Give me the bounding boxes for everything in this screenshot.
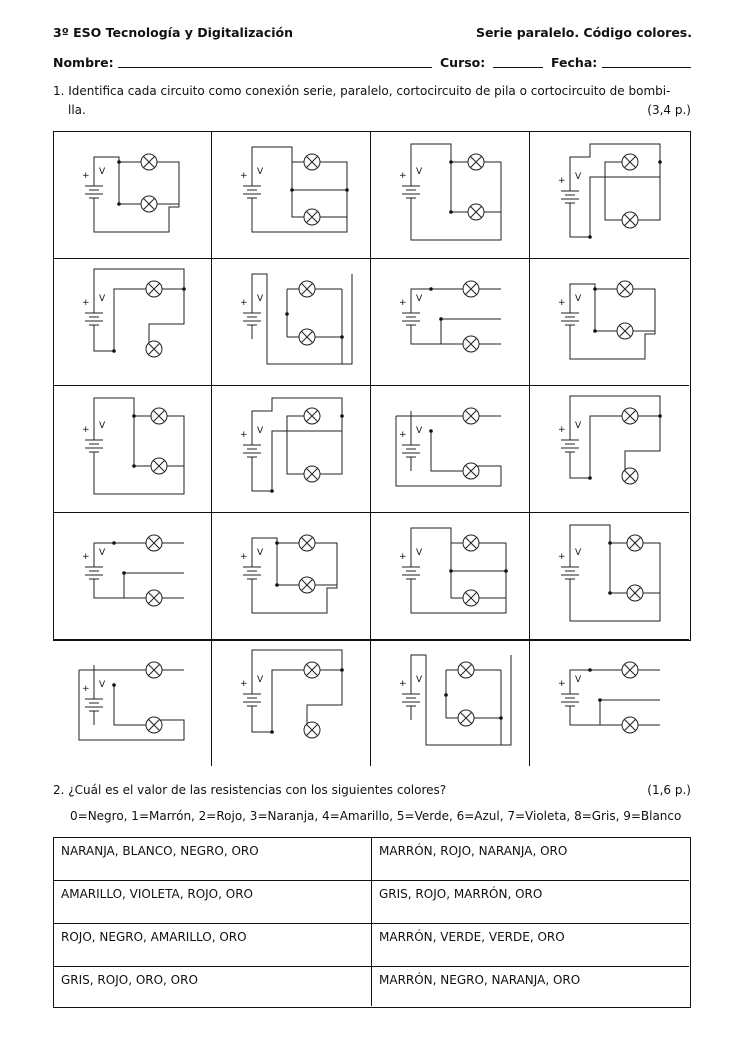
lamp-icon: [463, 281, 479, 297]
resistor-table: [53, 837, 691, 1008]
circuit-cell-10: [212, 386, 371, 513]
lamp-icon: [622, 662, 638, 678]
circuit-grid: [53, 131, 691, 694]
battery-icon: [558, 421, 582, 466]
resistor-color-cell: GRIS, ROJO, ORO, ORO: [54, 967, 372, 1006]
junction-dot: [588, 668, 592, 672]
color-code-legend: 0=Negro, 1=Marrón, 2=Rojo, 3=Naranja, 4=Amarillo, 5=Verde, 6=Azul, 7=Violeta, 8=Gris, 9=Blanco: [70, 809, 682, 823]
junction-dot: [270, 489, 274, 493]
lamp-icon: [299, 535, 315, 551]
junction-dot: [658, 160, 662, 164]
junction-dot: [588, 476, 592, 480]
lamp-icon: [463, 463, 479, 479]
lamp-icon: [151, 408, 167, 424]
junction-dot: [122, 571, 126, 575]
circuit-diagram: [54, 386, 212, 513]
circuit-diagram: [212, 132, 371, 259]
circuit-cell-2: [212, 132, 371, 259]
lamp-icon: [146, 662, 162, 678]
battery-voltage-label: V: [416, 548, 423, 558]
battery-voltage-label: V: [99, 680, 106, 690]
lamp-icon: [468, 154, 484, 170]
junction-dot: [658, 414, 662, 418]
battery-voltage-label: V: [99, 167, 106, 177]
circuit-diagram: [212, 386, 371, 513]
circuit-cell-13: [54, 513, 212, 640]
lamp-icon: [463, 535, 479, 551]
junction-dot: [112, 683, 116, 687]
resistor-color-cell: NARANJA, BLANCO, NEGRO, ORO: [54, 838, 372, 881]
circuit-diagram: [530, 259, 689, 386]
junction-dot: [439, 317, 443, 321]
battery-plus-sign: +: [240, 679, 248, 689]
junction-dot: [275, 583, 279, 587]
circuit-diagram: [54, 132, 212, 259]
date-field[interactable]: [602, 67, 691, 68]
battery-plus-sign: +: [82, 684, 90, 694]
junction-dot: [449, 569, 453, 573]
name-field[interactable]: [118, 67, 432, 68]
circuit-cell-14: [212, 513, 371, 640]
battery-plus-sign: +: [82, 552, 90, 562]
lamp-icon: [627, 585, 643, 601]
lamp-icon: [304, 662, 320, 678]
battery-plus-sign: +: [240, 298, 248, 308]
lamp-icon: [141, 196, 157, 212]
lamp-icon: [299, 577, 315, 593]
worksheet-topic: Serie paralelo. Código colores.: [475, 25, 692, 40]
junction-dot: [340, 335, 344, 339]
lamp-icon: [146, 281, 162, 297]
battery-voltage-label: V: [575, 675, 582, 685]
circuit-cell-17: [54, 640, 212, 766]
lamp-icon: [617, 323, 633, 339]
circuit-diagram: [212, 259, 371, 386]
circuit-cell-6: [212, 259, 371, 386]
lamp-icon: [627, 535, 643, 551]
battery-icon: [399, 675, 423, 720]
circuit-cell-9: [54, 386, 212, 513]
battery-voltage-label: V: [416, 675, 423, 685]
battery-icon: [399, 548, 423, 593]
resistor-color-cell: AMARILLO, VIOLETA, ROJO, ORO: [54, 881, 372, 924]
battery-voltage-label: V: [257, 426, 264, 436]
junction-dot: [499, 716, 503, 720]
lamp-icon: [304, 722, 320, 738]
battery-voltage-label: V: [257, 548, 264, 558]
name-label: Nombre:: [53, 55, 114, 70]
resistor-color-cell: MARRÓN, VERDE, VERDE, ORO: [372, 924, 689, 967]
junction-dot: [345, 188, 349, 192]
battery-voltage-label: V: [99, 294, 106, 304]
circuit-cell-7: [371, 259, 530, 386]
battery-plus-sign: +: [558, 176, 566, 186]
junction-dot: [290, 188, 294, 192]
junction-dot: [588, 235, 592, 239]
question-1-points: (3,4 p.): [647, 103, 691, 117]
lamp-icon: [304, 466, 320, 482]
battery-plus-sign: +: [240, 171, 248, 181]
circuit-cell-16: [530, 513, 689, 640]
question-1-text-cont: lla.: [68, 103, 86, 117]
lamp-icon: [458, 662, 474, 678]
lamp-icon: [617, 281, 633, 297]
lamp-icon: [141, 154, 157, 170]
circuit-cell-12: [530, 386, 689, 513]
battery-plus-sign: +: [399, 679, 407, 689]
lamp-icon: [622, 154, 638, 170]
battery-voltage-label: V: [416, 294, 423, 304]
circuit-diagram: [54, 640, 212, 766]
circuit-diagram: [212, 513, 371, 640]
battery-plus-sign: +: [558, 425, 566, 435]
battery-icon: [82, 680, 106, 725]
junction-dot: [340, 414, 344, 418]
circuit-cell-4: [530, 132, 689, 259]
lamp-icon: [622, 717, 638, 733]
lamp-icon: [146, 535, 162, 551]
battery-voltage-label: V: [257, 167, 264, 177]
junction-dot: [270, 730, 274, 734]
battery-icon: [399, 167, 423, 212]
battery-voltage-label: V: [257, 294, 264, 304]
battery-voltage-label: V: [575, 294, 582, 304]
circuit-diagram: [371, 386, 530, 513]
circuit-diagram: [54, 259, 212, 386]
lamp-icon: [151, 458, 167, 474]
battery-icon: [558, 172, 582, 217]
question-2-points: (1,6 p.): [647, 783, 691, 797]
circuit-diagram: [212, 640, 371, 766]
circuit-diagram: [371, 640, 530, 766]
lamp-icon: [146, 717, 162, 733]
battery-icon: [82, 167, 106, 212]
battery-icon: [240, 675, 264, 720]
circuit-cell-3: [371, 132, 530, 259]
date-label: Fecha:: [551, 55, 598, 70]
battery-icon: [240, 426, 264, 471]
junction-dot: [285, 312, 289, 316]
junction-dot: [593, 329, 597, 333]
battery-voltage-label: V: [257, 675, 264, 685]
lamp-icon: [146, 341, 162, 357]
course-field[interactable]: [493, 67, 543, 68]
battery-plus-sign: +: [399, 171, 407, 181]
battery-plus-sign: +: [399, 430, 407, 440]
circuit-diagram: [371, 513, 530, 640]
course-title: 3º ESO Tecnología y Digitalización: [53, 25, 294, 40]
battery-plus-sign: +: [558, 552, 566, 562]
battery-icon: [558, 548, 582, 593]
battery-plus-sign: +: [399, 552, 407, 562]
lamp-icon: [463, 336, 479, 352]
junction-dot: [112, 541, 116, 545]
lamp-icon: [622, 408, 638, 424]
battery-icon: [240, 294, 264, 339]
battery-icon: [82, 421, 106, 466]
lamp-icon: [463, 590, 479, 606]
circuit-cell-5: [54, 259, 212, 386]
lamp-icon: [463, 408, 479, 424]
battery-plus-sign: +: [82, 298, 90, 308]
circuit-cell-18: [212, 640, 371, 766]
circuit-diagram: [371, 132, 530, 259]
battery-icon: [558, 294, 582, 339]
circuit-diagram: [530, 386, 689, 513]
lamp-icon: [299, 281, 315, 297]
junction-dot: [593, 287, 597, 291]
battery-voltage-label: V: [575, 421, 582, 431]
junction-dot: [275, 541, 279, 545]
junction-dot: [449, 160, 453, 164]
battery-icon: [240, 167, 264, 212]
junction-dot: [117, 202, 121, 206]
circuit-cell-19: [371, 640, 530, 766]
junction-dot: [117, 160, 121, 164]
lamp-icon: [468, 204, 484, 220]
battery-voltage-label: V: [575, 172, 582, 182]
junction-dot: [504, 569, 508, 573]
circuit-cell-15: [371, 513, 530, 640]
battery-voltage-label: V: [416, 426, 423, 436]
battery-plus-sign: +: [82, 171, 90, 181]
junction-dot: [444, 693, 448, 697]
course-label: Curso:: [440, 55, 486, 70]
battery-voltage-label: V: [99, 421, 106, 431]
junction-dot: [132, 464, 136, 468]
circuit-diagram: [530, 132, 689, 259]
battery-icon: [82, 548, 106, 593]
junction-dot: [429, 287, 433, 291]
circuit-diagram: [530, 640, 689, 766]
question-2-text: 2. ¿Cuál es el valor de las resistencias con los siguientes colores?: [53, 783, 447, 797]
battery-plus-sign: +: [82, 425, 90, 435]
junction-dot: [132, 414, 136, 418]
lamp-icon: [458, 710, 474, 726]
battery-voltage-label: V: [99, 548, 106, 558]
junction-dot: [608, 591, 612, 595]
resistor-color-cell: MARRÓN, ROJO, NARANJA, ORO: [372, 838, 689, 881]
battery-plus-sign: +: [240, 552, 248, 562]
lamp-icon: [304, 408, 320, 424]
circuit-diagram: [371, 259, 530, 386]
lamp-icon: [304, 154, 320, 170]
circuit-cell-8: [530, 259, 689, 386]
lamp-icon: [304, 209, 320, 225]
junction-dot: [182, 287, 186, 291]
question-1-text: 1. Identifica cada circuito como conexión serie, paralelo, cortocircuito de pila o cortocircuito de bombi-: [53, 84, 671, 98]
junction-dot: [598, 698, 602, 702]
resistor-color-cell: MARRÓN, NEGRO, NARANJA, ORO: [379, 973, 581, 987]
circuit-cell-1: [54, 132, 212, 259]
junction-dot: [340, 668, 344, 672]
battery-icon: [399, 294, 423, 339]
junction-dot: [449, 210, 453, 214]
battery-plus-sign: +: [558, 679, 566, 689]
junction-dot: [608, 541, 612, 545]
junction-dot: [112, 349, 116, 353]
battery-icon: [82, 294, 106, 339]
battery-plus-sign: +: [399, 298, 407, 308]
lamp-icon: [622, 212, 638, 228]
circuit-diagram: [54, 513, 212, 640]
battery-plus-sign: +: [558, 298, 566, 308]
circuit-cell-11: [371, 386, 530, 513]
battery-icon: [399, 426, 423, 471]
lamp-icon: [299, 329, 315, 345]
resistor-color-cell: GRIS, ROJO, MARRÓN, ORO: [372, 881, 689, 924]
battery-voltage-label: V: [416, 167, 423, 177]
battery-plus-sign: +: [240, 430, 248, 440]
lamp-icon: [622, 468, 638, 484]
resistor-color-cell: ROJO, NEGRO, AMARILLO, ORO: [54, 924, 372, 967]
circuit-cell-20: [530, 640, 689, 766]
battery-icon: [558, 675, 582, 720]
junction-dot: [429, 429, 433, 433]
battery-icon: [240, 548, 264, 593]
circuit-diagram: [530, 513, 689, 640]
battery-voltage-label: V: [575, 548, 582, 558]
lamp-icon: [146, 590, 162, 606]
